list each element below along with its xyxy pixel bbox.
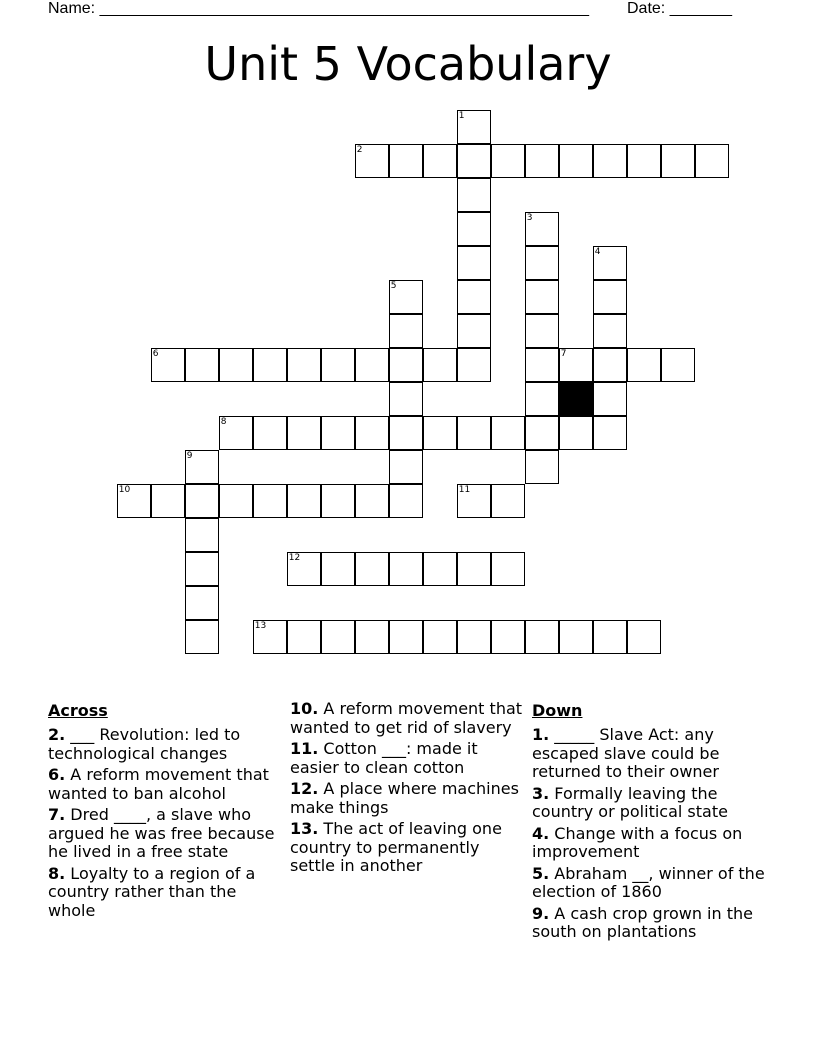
- grid-cell[interactable]: [253, 416, 287, 450]
- grid-cell[interactable]: [457, 552, 491, 586]
- grid-cell[interactable]: [321, 552, 355, 586]
- clue-number: 1: [458, 110, 465, 121]
- grid-cell[interactable]: [661, 348, 695, 382]
- grid-cell[interactable]: [525, 280, 559, 314]
- grid-cell[interactable]: [389, 314, 423, 348]
- grid-cell[interactable]: [355, 348, 389, 382]
- grid-cell[interactable]: [185, 620, 219, 654]
- grid-cell[interactable]: [389, 416, 423, 450]
- clue-down-4: 4. Change with a focus on improvement: [532, 823, 743, 861]
- grid-cell[interactable]: [389, 484, 423, 518]
- grid-cell[interactable]: [219, 348, 253, 382]
- grid-cell[interactable]: [593, 144, 627, 178]
- grid-cell[interactable]: [695, 144, 729, 178]
- grid-cell[interactable]: [457, 314, 491, 348]
- grid-cell[interactable]: [593, 280, 627, 314]
- grid-cell[interactable]: [627, 144, 661, 178]
- grid-cell[interactable]: [559, 144, 593, 178]
- grid-cell[interactable]: [355, 144, 389, 178]
- grid-cell[interactable]: [593, 314, 627, 348]
- clue-across-7: 7. Dred ____, a slave who argued he was free because he lived in a free state: [48, 805, 275, 861]
- grid-cell[interactable]: [593, 348, 627, 382]
- clue-number: 8: [220, 416, 227, 427]
- grid-cell[interactable]: [389, 382, 423, 416]
- name-field[interactable]: Name: _______________________________________________________: [48, 0, 589, 17]
- grid-cell[interactable]: [219, 484, 253, 518]
- down-column: [532, 700, 768, 945]
- clue-across-11: 11. Cotton ___: made it easier to clean cotton: [290, 739, 478, 777]
- clue-number: 3: [526, 212, 533, 223]
- grid-cell[interactable]: [355, 620, 389, 654]
- grid-cell[interactable]: [593, 416, 627, 450]
- grid-cell[interactable]: [457, 280, 491, 314]
- grid-cell[interactable]: [423, 620, 457, 654]
- grid-cell[interactable]: [525, 348, 559, 382]
- grid-cell[interactable]: [593, 246, 627, 280]
- clue-across-2: 2. ___ Revolution: led to technological changes: [48, 725, 241, 763]
- grid-cell[interactable]: [321, 348, 355, 382]
- clue-across-13: 13. The act of leaving one country to permanently settle in another: [290, 819, 502, 875]
- grid-cell[interactable]: [457, 178, 491, 212]
- clue-across-8: 8. Loyalty to a region of a country rather than the whole: [48, 863, 256, 920]
- grid-cell[interactable]: [559, 416, 593, 450]
- grid-cell[interactable]: [389, 552, 423, 586]
- across-heading: Across: [48, 701, 108, 720]
- grid-cell[interactable]: [593, 382, 627, 416]
- grid-cell[interactable]: [627, 348, 661, 382]
- grid-cell[interactable]: [457, 246, 491, 280]
- grid-cell[interactable]: [423, 416, 457, 450]
- grid-cell[interactable]: [457, 416, 491, 450]
- grid-cell[interactable]: [287, 552, 321, 586]
- grid-cell[interactable]: [661, 144, 695, 178]
- grid-cell[interactable]: [491, 484, 525, 518]
- grid-cell[interactable]: [389, 620, 423, 654]
- across-column-1: [48, 700, 286, 923]
- grid-cell[interactable]: [559, 620, 593, 654]
- grid-cell[interactable]: [185, 518, 219, 552]
- clue-number: 10: [118, 484, 131, 495]
- page-title: Unit 5 Vocabulary: [204, 37, 612, 91]
- clue-across-10: 10. A reform movement that wanted to get rid of slavery: [290, 699, 523, 737]
- grid-cell[interactable]: [355, 416, 389, 450]
- down-heading: Down: [532, 701, 583, 720]
- grid-cell[interactable]: [525, 314, 559, 348]
- grid-cell[interactable]: [457, 212, 491, 246]
- grid-cell[interactable]: [185, 552, 219, 586]
- clue-number: 4: [594, 246, 601, 257]
- clue-number: 12: [288, 552, 301, 563]
- clue-down-3: 3. Formally leaving the country or political state: [532, 783, 728, 821]
- clue-across-6: 6. A reform movement that wanted to ban alcohol: [48, 765, 269, 803]
- grid-cell[interactable]: [355, 484, 389, 518]
- grid-cell[interactable]: [525, 246, 559, 280]
- date-field[interactable]: Date: _______: [627, 0, 732, 17]
- grid-cell[interactable]: [253, 348, 287, 382]
- grid-cell[interactable]: [491, 552, 525, 586]
- grid-cell[interactable]: [321, 620, 355, 654]
- grid-cell[interactable]: [457, 110, 491, 144]
- grid-cell[interactable]: [457, 484, 491, 518]
- grid-cell[interactable]: [219, 416, 253, 450]
- grid-cell[interactable]: [389, 280, 423, 314]
- grid-cell[interactable]: [389, 450, 423, 484]
- grid-cell[interactable]: [355, 552, 389, 586]
- grid-cell[interactable]: [423, 552, 457, 586]
- clue-number: 9: [186, 450, 193, 461]
- grid-cell[interactable]: [185, 348, 219, 382]
- clue-number: 11: [458, 484, 471, 495]
- grid-cell[interactable]: [593, 620, 627, 654]
- grid-cell[interactable]: [389, 348, 423, 382]
- grid-cell[interactable]: [253, 484, 287, 518]
- clue-number: 7: [560, 348, 567, 359]
- grid-cell[interactable]: [389, 144, 423, 178]
- grid-cell[interactable]: [457, 620, 491, 654]
- black-cell: [559, 382, 593, 416]
- grid-cell[interactable]: [185, 484, 219, 518]
- grid-cell[interactable]: [423, 348, 457, 382]
- grid-cell[interactable]: [287, 484, 321, 518]
- grid-cell[interactable]: [117, 484, 151, 518]
- grid-cell[interactable]: [457, 144, 491, 178]
- grid-cell[interactable]: [253, 620, 287, 654]
- grid-cell[interactable]: [457, 348, 491, 382]
- clue-number: 2: [356, 144, 363, 155]
- across-column-2: [290, 700, 524, 879]
- grid-cell[interactable]: [627, 620, 661, 654]
- grid-cell[interactable]: [491, 144, 525, 178]
- grid-cell[interactable]: [491, 416, 525, 450]
- grid-cell[interactable]: [525, 382, 559, 416]
- grid-cell[interactable]: [525, 212, 559, 246]
- clue-number: 5: [390, 280, 397, 291]
- grid-cell[interactable]: [321, 416, 355, 450]
- clue-number: 13: [254, 620, 267, 631]
- grid-cell[interactable]: [525, 416, 559, 450]
- grid-cell[interactable]: [151, 348, 185, 382]
- grid-cell[interactable]: [525, 450, 559, 484]
- grid-cell[interactable]: [185, 450, 219, 484]
- clue-down-9: 9. A cash crop grown in the south on plantations: [532, 903, 753, 941]
- grid-cell[interactable]: [491, 620, 525, 654]
- grid-cell[interactable]: [525, 620, 559, 654]
- grid-cell[interactable]: [559, 348, 593, 382]
- clue-down-1: 1. _____ Slave Act: any escaped slave could be returned to their owner: [532, 725, 720, 781]
- clue-down-5: 5. Abraham __, winner of the election of 1860: [532, 863, 765, 901]
- grid-cell[interactable]: [321, 484, 355, 518]
- grid-cell[interactable]: [525, 144, 559, 178]
- grid-cell[interactable]: [287, 620, 321, 654]
- grid-cell[interactable]: [151, 484, 185, 518]
- grid-cell[interactable]: [287, 416, 321, 450]
- grid-cell[interactable]: [423, 144, 457, 178]
- grid-cell[interactable]: [287, 348, 321, 382]
- grid-cell[interactable]: [185, 586, 219, 620]
- clue-across-12: 12. A place where machines make things: [290, 779, 519, 817]
- clue-number: 6: [152, 348, 159, 359]
